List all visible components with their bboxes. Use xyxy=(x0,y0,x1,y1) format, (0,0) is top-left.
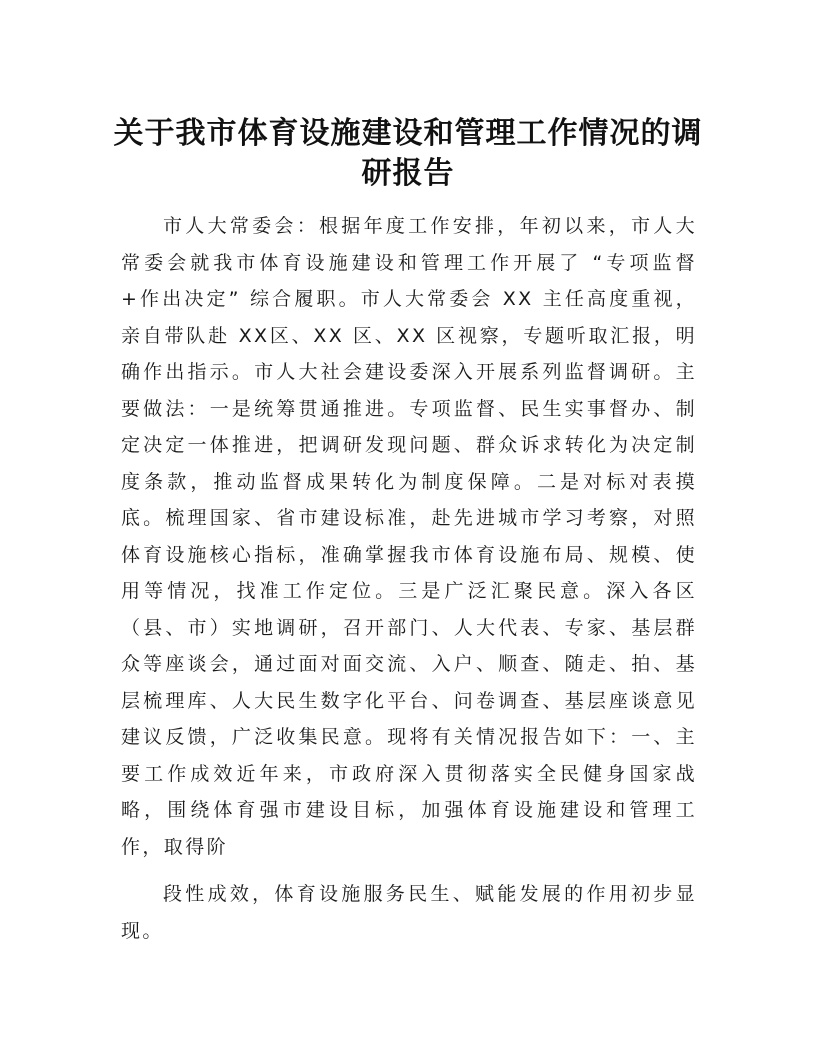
body-paragraph-1: 市人大常委会：根据年度工作安排，年初以来，市人大常委会就我市体育设施建设和管理工作开展了 “专项监督 +作出决定” 综合履职。市人大常委会 XX 主任高度重视，亲自带队赴 XX区、XX 区、XX 区视察，专题听取汇报，明确作出指示。市人大社会建设委深入开展系列监督调研。主要做法：一是统筹贯通推进。专项监督、民生实事督办、制定决定一体推进，把调研发现问题、群众诉求转化为决定制度条款，推动监督成果转化为制度保障。二是对标对表摸底。梳理国家、省市建设标准，赴先进城市学习考察，对照体育设施核心指标，准确掌握我市体育设施布局、规模、使用等情况，找准工作定位。三是广泛汇聚民意。深入各区（县、市）实地调研，召开部门、人大代表、专家、基层群众等座谈会，通过面对面交流、入户、顺查、随走、拍、基层梳理库、人大民生数字化平台、问卷调查、基层座谈意见建议反馈，广泛收集民意。现将有关情况报告如下：一、主要工作成效近年来，市政府深入贯彻落实全民健身国家战略，围绕体育强市建设目标，加强体育设施建设和管理工作，取得阶 xyxy=(121,215,697,858)
document-title: 关于我市体育设施建设和管理工作情况的调研报告 xyxy=(113,116,703,191)
body-paragraph-2: 段性成效，体育设施服务民生、赋能发展的作用初步显现。 xyxy=(121,883,697,942)
